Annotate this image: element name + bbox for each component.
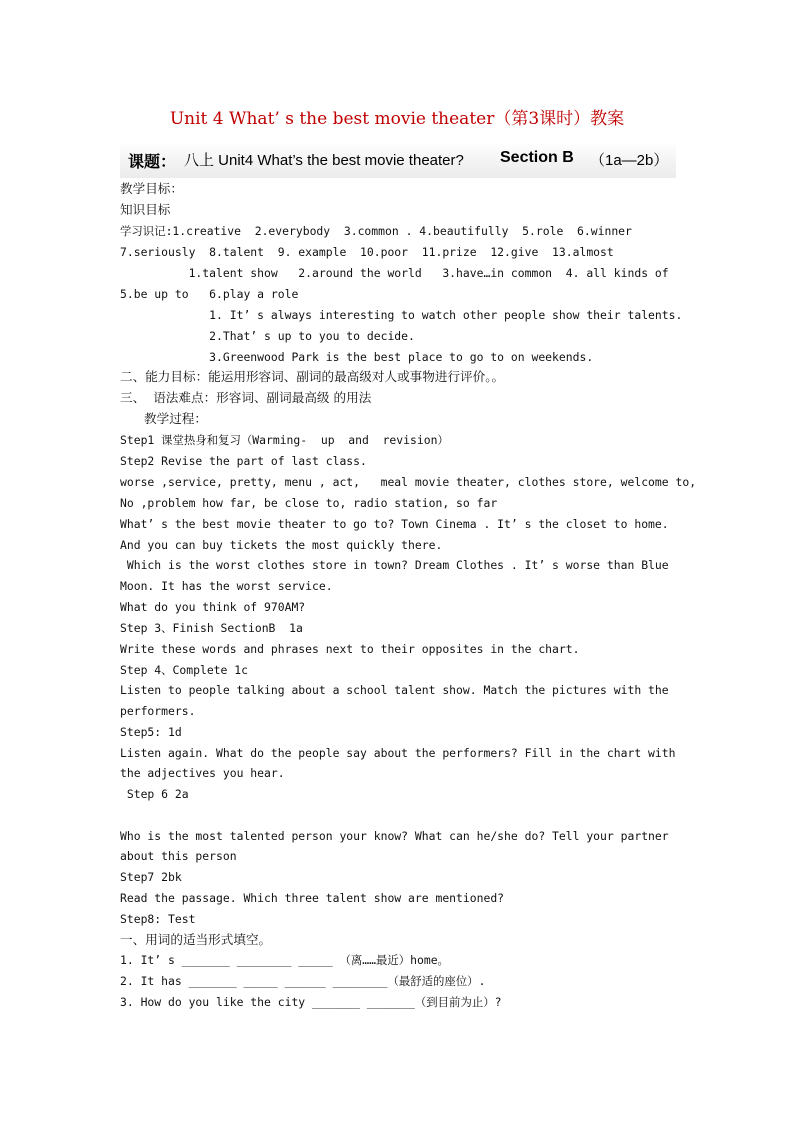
text-line: Read the passage. Which three talent show are mentioned? xyxy=(120,891,505,905)
text-line: Listen to people talking about a school talent show. Match the pictures with the xyxy=(120,683,669,697)
text-line: What’ s the best movie theater to go to? Town Cinema . It’ s the closet to home. xyxy=(120,517,669,531)
text-line: Step8: Test xyxy=(120,912,196,926)
text-line: 1.talent show 2.around the world 3.have…in common 4. all kinds of xyxy=(120,266,669,280)
document-title: Unit 4 What’ s the best movie theater（第3课时）教案 xyxy=(169,109,625,129)
banner-section: Section B xyxy=(500,149,574,166)
banner-range: （1a—2b） xyxy=(590,152,669,169)
text-line: 2. It has _______ _____ ______ ________（最舒适的座位）. xyxy=(120,974,486,988)
banner-text: 八上 Unit4 What’s the best movie theater? xyxy=(184,152,464,169)
text-line: Moon. It has the worst service. xyxy=(120,579,333,593)
text-line: 教学目标： xyxy=(120,181,183,196)
text-line: Which is the worst clothes store in town? Dream Clothes . It’ s worse than Blue xyxy=(120,558,669,572)
text-line: 知识目标 xyxy=(120,202,171,217)
text-line: the adjectives you hear. xyxy=(120,766,285,780)
banner-label: 课题： xyxy=(128,154,177,171)
text-line: 1. It’ s _______ ________ _____ （离……最近）home。 xyxy=(120,953,449,967)
text-line: Step2 Revise the part of last class. xyxy=(120,454,367,468)
text-line: Step5: 1d xyxy=(120,725,182,739)
text-line: 3. How do you like the city _______ _______（到目前为止）? xyxy=(120,995,502,1009)
text-line: 学习识记:1.creative 2.everybody 3.common . 4.beautifully 5.role 6.winner xyxy=(120,224,632,238)
text-line: 教学过程： xyxy=(120,411,207,426)
text-line: 三、 语法难点：形容词、副词最高级 的用法 xyxy=(120,390,372,405)
text-line: worse ,service, pretty, menu , act, meal movie theater, clothes store, welcome to, xyxy=(120,475,697,489)
text-line: Step 3、Finish SectionB 1a xyxy=(120,621,303,635)
text-line: 7.seriously 8.talent 9. example 10.poor 11.prize 12.give 13.almost xyxy=(120,245,614,259)
text-line: 2.That’ s up to you to decide. xyxy=(120,329,415,343)
text-line: 1. It’ s always interesting to watch other people show their talents. xyxy=(120,308,683,322)
text-line: about this person xyxy=(120,849,237,863)
text-line: And you can buy tickets the most quickly there. xyxy=(120,538,443,552)
text-line: Step 6 2a xyxy=(120,787,189,801)
text-line: 3.Greenwood Park is the best place to go to on weekends. xyxy=(120,350,594,364)
text-line: performers. xyxy=(120,704,196,718)
text-line: Write these words and phrases next to their opposites in the chart. xyxy=(120,642,580,656)
text-line: 一、用词的适当形式填空。 xyxy=(120,932,272,947)
text-line: Step1 课堂热身和复习（Warming- up and revision） xyxy=(120,433,449,447)
text-line: Step 4、Complete 1c xyxy=(120,663,248,677)
text-line: What do you think of 970AM? xyxy=(120,600,306,614)
text-line: Who is the most talented person your know? What can he/she do? Tell your partner xyxy=(120,829,669,843)
text-line: Listen again. What do the people say about the performers? Fill in the chart with xyxy=(120,746,676,760)
text-line: No ,problem how far, be close to, radio station, so far xyxy=(120,496,498,510)
text-line: 二、能力目标：能运用形容词、副词的最高级对人或事物进行评价。。 xyxy=(120,369,505,384)
text-line: 5.be up to 6.play a role xyxy=(120,287,299,301)
lesson-banner xyxy=(120,142,676,178)
text-line: Step7 2bk xyxy=(120,870,182,884)
